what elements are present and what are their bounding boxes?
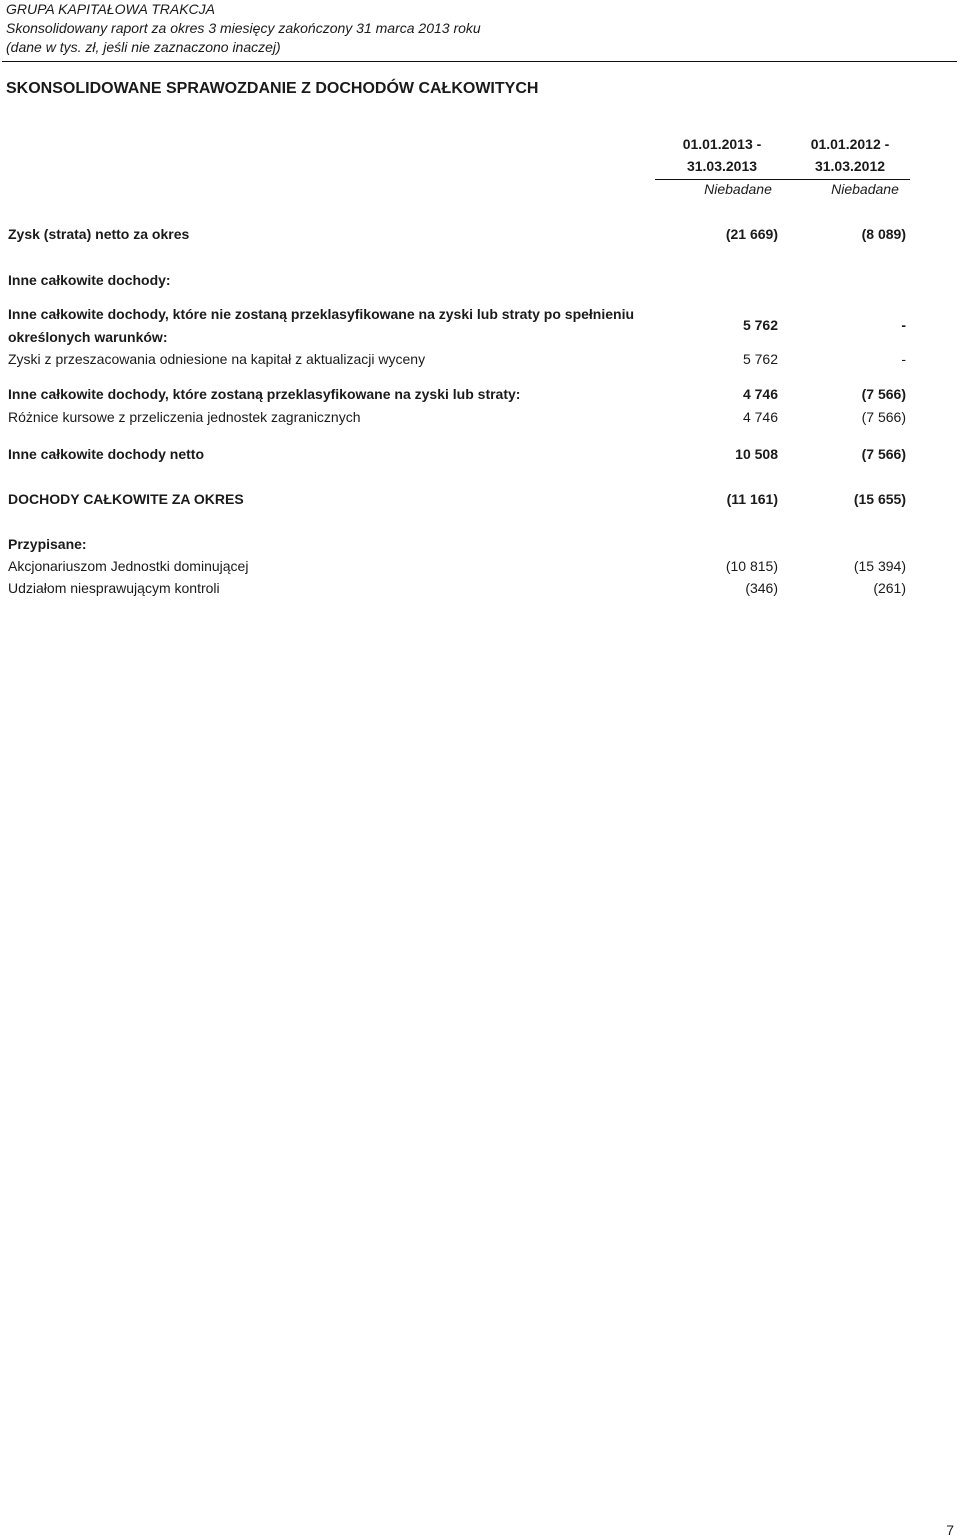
row-non-controlling-2013: (346) [745, 580, 778, 596]
column-header-2012 [800, 133, 900, 177]
row-oci-net-2012: (7 566) [861, 446, 906, 462]
column-2013-end: 31.03.2013 [686, 158, 758, 174]
units-note: (dane w tys. zł, jeśli nie zaznaczono inaczej) [6, 39, 281, 55]
row-not-reclassified-2013: 5 762 [742, 317, 778, 333]
report-subtitle: Skonsolidowany raport za okres 3 miesięcy zakończony 31 marca 2013 roku [6, 20, 481, 36]
row-not-reclassified-label-line1: Inne całkowite dochody, które nie zostaną przeklasyfikowane na zyski lub straty po spełnieniu [8, 306, 635, 322]
row-revaluation-label: Zyski z przeszacowania odniesione na kapitał z aktualizacji wyceny [8, 351, 426, 367]
column-header-divider [655, 179, 910, 180]
row-not-reclassified-label-line2: określonych warunków: [8, 329, 168, 345]
column-2012-status: Niebadane [831, 181, 899, 197]
header-divider [2, 61, 957, 62]
row-exchange-differences-2013: 4 746 [742, 409, 778, 425]
row-reclassified-label: Inne całkowite dochody, które zostaną przeklasyfikowane na zyski lub straty: [8, 386, 521, 402]
row-reclassified-2012: (7 566) [861, 386, 906, 402]
column-2013-start: 01.01.2013 - [682, 136, 762, 152]
section-other-income-heading: Inne całkowite dochody: [8, 272, 171, 288]
row-oci-net-label: Inne całkowite dochody netto [8, 446, 205, 462]
row-oci-net-2013: 10 508 [735, 446, 778, 462]
statement-title: SKONSOLIDOWANE SPRAWOZDANIE Z DOCHODÓW CAŁKOWITYCH [6, 80, 539, 97]
row-non-controlling-label: Udziałom niesprawującym kontroli [8, 580, 220, 596]
row-parent-shareholders-2013: (10 815) [725, 558, 778, 574]
company-name: GRUPA KAPITAŁOWA TRAKCJA [6, 1, 216, 17]
row-net-profit-label: Zysk (strata) netto za okres [8, 226, 190, 242]
row-total-comprehensive-income-label: DOCHODY CAŁKOWITE ZA OKRES [8, 491, 244, 507]
page-number: 7 [946, 1522, 954, 1538]
row-net-profit-2012: (8 089) [861, 226, 906, 242]
row-net-profit-2013: (21 669) [725, 226, 778, 242]
column-2012-end: 31.03.2012 [814, 158, 886, 174]
row-parent-shareholders-2012: (15 394) [853, 558, 906, 574]
row-exchange-differences-label: Różnice kursowe z przeliczenia jednostek zagranicznych [8, 409, 361, 425]
row-revaluation-2013: 5 762 [742, 351, 778, 367]
row-revaluation-2012: - [901, 351, 906, 367]
row-non-controlling-2012: (261) [873, 580, 906, 596]
row-reclassified-2013: 4 746 [742, 386, 778, 402]
row-exchange-differences-2012: (7 566) [861, 409, 906, 425]
row-not-reclassified-2012: - [901, 317, 906, 333]
column-2013-status: Niebadane [704, 181, 772, 197]
column-header-2013 [672, 133, 772, 177]
column-2012-start: 01.01.2012 - [810, 136, 890, 152]
row-total-comprehensive-income-2012: (15 655) [853, 491, 906, 507]
section-attributable-heading: Przypisane: [8, 536, 87, 552]
row-parent-shareholders-label: Akcjonariuszom Jednostki dominującej [8, 558, 249, 574]
row-total-comprehensive-income-2013: (11 161) [726, 491, 778, 507]
